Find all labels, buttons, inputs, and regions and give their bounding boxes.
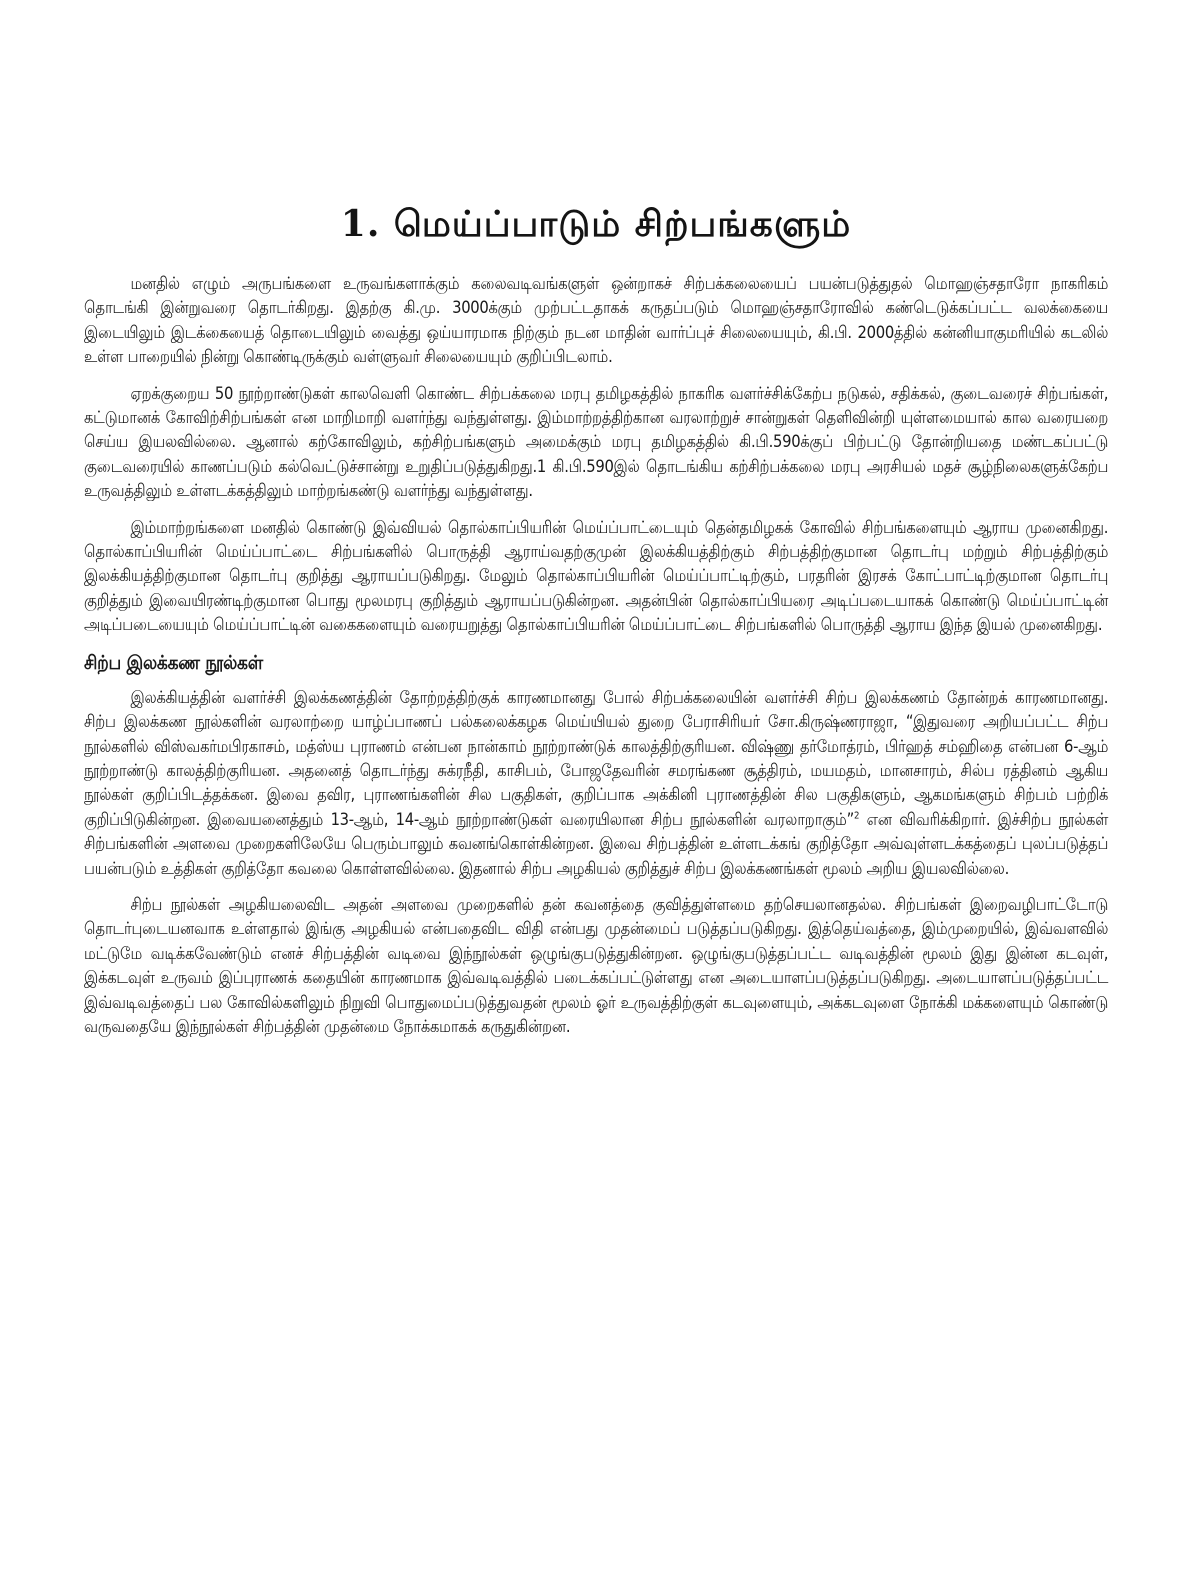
intro-paragraph-2: ஏறக்குறைய 50 நூற்றாண்டுகள் காலவெளி கொண்ட சிற்பக்கலை மரபு தமிழகத்தில் நாகரிக வளர்ச்சிக்கேற்ப நடுகல், சதிக்கல், குடைவரைச் சிற்பங்கள், கட்டுமானக் கோவிற்சிற்பங்கள் என மாறிமாறி வளர்ந்து வந்துள்ளது. இம்மாற்றத்திற்கான வரலாற்றுச் சான்றுகள் தெளிவின்றி யுள்ளமையால் கால வரையறை செய்ய இயலவில்லை. ஆனால் கற்கோவிலும், கற்சிற்பங்களும் அமைக்கும் மரபு தமிழகத்தில் கி.பி.590க்குப் பிற்பட்டு தோன்றியதை மண்டகப்பட்டு குடைவரையில் காணப்படும் கல்வெட்டுச்சான்று உறுதிப்படுத்துகிறது.1 கி.பி.590இல் தொடங்கிய கற்சிற்பக்கலை மரபு அரசியல் மதச் சூழ்நிலைகளுக்கேற்ப உருவத்திலும் உள்ளடக்கத்திலும் மாற்றங்கண்டு வளர்ந்து வந்துள்ளது. bbox=[84, 383, 1109, 502]
section-heading: சிற்ப இலக்கண நூல்கள் bbox=[84, 651, 263, 674]
document-page bbox=[84, 198, 1108, 1051]
section-paragraph-2: சிற்ப நூல்கள் அழகியலைவிட அதன் அளவை முறைகளில் தன் கவனத்தை குவித்துள்ளமை தற்செயலானதல்ல. சிற்பங்கள் இறைவழிபாட்டோடு தொடர்புடையனவாக உள்ளதால் இங்கு அழகியல் என்பதைவிட விதி என்பது முதன்மைப் படுத்தப்படுகிறது. இத்தெய்வத்தை, இம்முறையில், இவ்வளவில் மட்டுமே வடிக்கவேண்டும் எனச் சிற்பத்தின் வடிவை இந்நூல்கள் ஒழுங்குபடுத்துகின்றன. ஒழுங்குபடுத்தப்பட்ட வடிவத்தின் மூலம் இது இன்ன கடவுள், இக்கடவுள் உருவம் இப்புராணக் கதையின் காரணமாக இவ்வடிவத்தில் படைக்கப்பட்டுள்ளது என அடையாளப்படுத்தப்படுகிறது. அடையாளப்படுத்தப்பட்ட இவ்வடிவத்தைப் பல கோவில்களிலும் நிறுவி பொதுமைப்படுத்துவதன் மூலம் ஓர் உருவத்திற்குள் கடவுளையும், அக்கடவுளை நோக்கி மக்களையும் கொண்டு வருவதையே இந்நூல்கள் சிற்பத்தின் முதன்மை நோக்கமாகக் கருதுகின்றன. bbox=[84, 894, 1109, 1037]
section-paragraph-1 bbox=[84, 686, 1108, 881]
section-paragraph-1-continued: என விவரிக்கிறார். இச்சிற்ப நூல்கள் சிற்பங்களின் அளவை முறைகளிலேயே பெரும்பாலும் கவனங்கொள்கின்றன. இவை சிற்பத்தின் உள்ளடக்கங் குறித்தோ அவ்வுள்ளடக்கத்தைப் புலப்படுத்தப் பயன்படும் உத்திகள் குறித்தோ கவலை கொள்ளவில்லை. இதனால் சிற்ப அழகியல் குறித்துச் சிற்ப இலக்கணங்கள் மூலம் அறிய இயலவில்லை. bbox=[84, 809, 1109, 879]
intro-paragraph-3: இம்மாற்றங்களை மனதில் கொண்டு இவ்வியல் தொல்காப்பியரின் மெய்ப்பாட்டையும் தென்தமிழகக் கோவில் சிற்பங்களையும் ஆராய முனைகிறது. தொல்காப்பியரின் மெய்ப்பாட்டை சிற்பங்களில் பொருத்தி ஆராய்வதற்குமுன் இலக்கியத்திற்கும் சிற்பத்திற்குமான தொடர்பு மற்றும் சிற்பத்திற்கும் இலக்கியத்திற்குமான தொடர்பு குறித்து ஆராயப்படுகிறது. மேலும் தொல்காப்பியரின் மெய்ப்பாட்டிற்கும், பரதரின் இரசக் கோட்பாட்டிற்குமான தொடர்பு குறித்தும் இவையிரண்டிற்குமான பொது மூலமரபு குறித்தும் ஆராயப்படுகின்றன. அதன்பின் தொல்காப்பியரை அடிப்படையாகக் கொண்டு மெய்ப்பாட்டின் அடிப்படையையும் மெய்ப்பாட்டின் வகைகளையும் வரையறுத்து தொல்காப்பியரின் மெய்ப்பாட்டை சிற்பங்களில் பொருத்தி ஆராய இந்த இயல் முனைகிறது. bbox=[84, 517, 1109, 636]
footnote-reference[interactable]: 2 bbox=[853, 809, 860, 821]
chapter-title: 1. மெய்ப்பாடும் சிற்பங்களும் bbox=[340, 203, 852, 245]
intro-paragraph-1: மனதில் எழும் அருபங்களை உருவங்களாக்கும் கலைவடிவங்களுள் ஒன்றாகச் சிற்பக்கலையைப் பயன்படுத்துதல் மொஹஞ்சதாரோ நாகரிகம் தொடங்கி இன்றுவரை தொடர்கிறது. இதற்கு கி.மு. 3000க்கும் முற்பட்டதாகக் கருதப்படும் மொஹஞ்சதாரோவில் கண்டெடுக்கப்பட்ட வலக்கையை இடையிலும் இடக்கையைத் தொடையிலும் வைத்து ஒய்யாரமாக நிற்கும் நடன மாதின் வார்ப்புச் சிலையையும், கி.பி. 2000த்தில் கன்னியாகுமரியில் கடலில் உள்ள பாறையில் நின்று கொண்டிருக்கும் வள்ளுவர் சிலையையும் குறிப்பிடலாம். bbox=[84, 274, 1109, 368]
section-paragraph-1-text: இலக்கியத்தின் வளர்ச்சி இலக்கணத்தின் தோற்றத்திற்குக் காரணமானது போல் சிற்பக்கலையின் வளர்ச்சி சிற்ப இலக்கணம் தோன்றக் காரணமானது. சிற்ப இலக்கண நூல்களின் வரலாற்றை யாழ்ப்பாணப் பல்கலைக்கழக மெய்யியல் துறை பேராசிரியர் சோ.கிருஷ்ணராஜா, “இதுவரை அறியப்பட்ட சிற்ப நூல்களில் விஸ்வகர்மபிரகாசம், மத்ஸ்ய புராணம் என்பன நான்காம் நூற்றாண்டுக் காலத்திற்குரியன. விஷ்ணு தர்மோத்ரம், பிர்ஹத் சம்ஹிதை என்பன 6-ஆம் நூற்றாண்டு காலத்திற்குரியன. அதனைத் தொடர்ந்து சுக்ரநீதி, காசிபம், போஜதேவரின் சமரங்கண சூத்திரம், மயமதம், மானசாரம், சில்ப ரத்தினம் ஆகிய நூல்கள் குறிப்பிடத்தக்கன. இவை தவிர, புராணங்களின் சில பகுதிகள், குறிப்பாக அக்கினி புராணத்தின் சில பகுதிகளும், ஆகமங்களும் சிற்பம் பற்றிக் குறிப்பிடுகின்றன. இவையனைத்தும் 13-ஆம், 14-ஆம் நூற்றாண்டுகள் வரையிலான சிற்ப நூல்களின் வரலாறாகும்” bbox=[84, 687, 1109, 830]
